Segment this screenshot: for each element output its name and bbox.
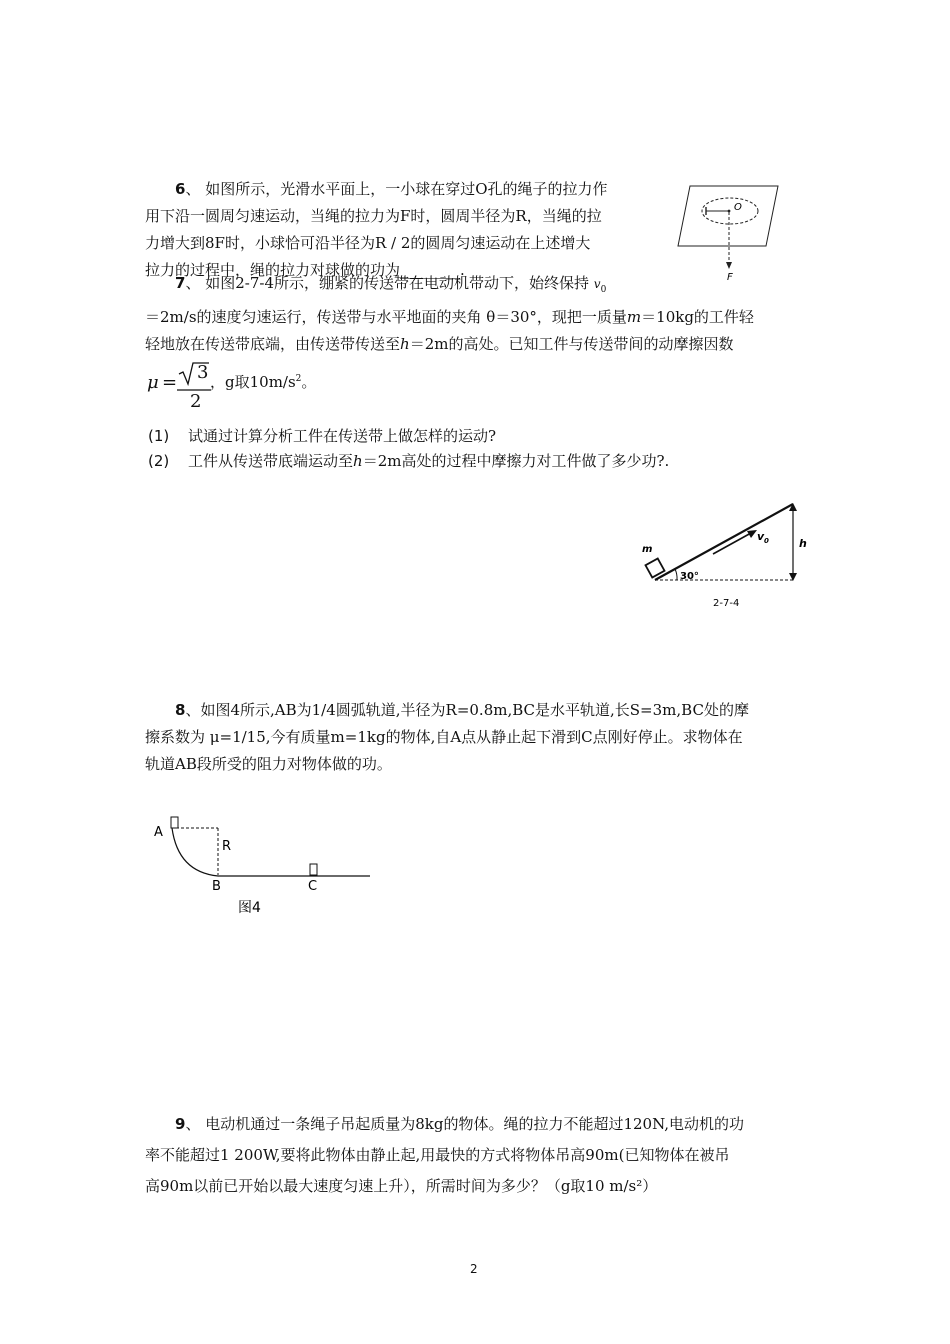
q7-subquestions [148,424,669,474]
q7-figure [625,495,820,613]
q8-line-1 [145,697,749,724]
q7-var-v-sub: 0 [600,285,607,295]
q7-caption: 2-7-4 [713,598,740,609]
q7-height-arrowhead-top [789,503,797,511]
q7-den: 2 [190,391,202,412]
q8-text [145,697,749,778]
q6-force-arrow [726,262,732,269]
q7-sub-2-var-h: h [353,452,363,470]
q6-line-3: 力增大到8F时，小球恰可沿半径为R / 2的圆周匀速运动在上述增大 [145,234,591,252]
q6-line-4: 拉力的过程中，绳的拉力对球做的功为________. [145,261,465,279]
q7-sqrt-num: 3 [197,362,209,383]
q7-velocity-arrow [713,533,751,554]
q8-line-3: 轨道AB段所受的阻力对物体做的功。 [145,755,392,773]
q8-block-c [310,864,317,875]
q9-number: 9 [175,1115,186,1133]
q7-text [145,270,754,358]
q6-label-f: F [727,272,733,283]
q6-plane [678,186,778,246]
q6-label-o: O [734,202,742,213]
q7-var-v: v [593,277,601,291]
q7-label-v-sub: 0 [764,537,769,545]
q8-block-a [171,817,178,828]
q7-angle-arc [675,569,677,580]
q7-sub-1 [148,424,669,449]
q8-label-r: R [222,839,232,854]
q7-g-note [210,366,316,396]
q8-line-1-text: 如图4所示,AB为1/4圆弧轨道,半径为R=0.8m,BC是水平轨道,长S=3m,BC处的摩 [200,701,749,719]
q9-text [145,1109,744,1202]
page-number: 2 [470,1262,478,1276]
q7-line-2-end: ＝10kg的工件轻 [641,308,754,326]
q8-sep: 、 [185,701,201,719]
q7-sub-1-text: 试通过计算分析工件在传送带上做怎样的运动? [188,427,497,445]
q8-label-c: C [308,879,318,894]
q6-line-1-text: 如图所示，光滑水平面上，一小球在穿过O孔的绳子的拉力作 [205,180,608,198]
q7-g-end: 。 [301,373,317,391]
q7-sub-2-text-b: ＝2m高处的过程中摩擦力对工件做了多少功?. [362,452,670,470]
q7-label-h: h [799,537,807,550]
q7-mu: μ [147,372,159,393]
q7-var-h: h [400,335,410,353]
q9-line-1 [145,1109,744,1140]
q7-line-1-text: 如图2-7-4所示，绷紧的传送带在电动机带动下，始终保持 [205,274,590,292]
q9-line-3: 高90m以前已开始以最大速度匀速上升），所需时间为多少？（g取10 m/s²） [145,1177,658,1195]
q6-number: 6 [175,180,186,198]
q6-text [145,176,608,284]
q7-number: 7 [175,274,186,292]
q8-line-2: 擦系数为 μ=1/15,今有质量m=1kg的物体,自A点从静止起下滑到C点刚好停止。求物体在 [145,728,743,746]
q7-label-v: v [757,530,765,543]
q6-sep: 、 [185,180,201,198]
q6-line-1 [145,176,608,203]
q7-sub-2 [148,449,669,474]
q7-eq: = [162,372,178,393]
q7-line-3-a: 轻地放在传送带底端，由传送带传送至 [145,335,401,353]
q7-var-m: m [626,308,642,326]
q7-line-1 [145,270,754,304]
q8-label-b: B [212,879,221,894]
q6-hole [728,210,731,213]
q7-label-m: m [642,544,653,555]
q6-line-2: 用下沿一圆周匀速运动，当绳的拉力为F时，圆周半径为R，当绳的拉 [145,207,602,225]
q8-number: 8 [175,701,186,719]
q7-sub-2-text-a: 工件从传送带底端运动至 [188,452,354,470]
q7-line-2-text: ＝2m/s的速度匀速运行，传送带与水平地面的夹角 θ＝30°，现把一质量 [145,308,627,326]
q7-block [645,558,664,577]
q7-line-3 [145,331,754,358]
q9-line-2: 率不能超过1 200W,要将此物体由静止起,用最快的方式将物体吊高90m(已知物体在被吊 [145,1146,730,1164]
q7-line-2 [145,304,754,331]
q8-caption: 图4 [238,900,261,916]
q7-g-sup: 2 [295,374,302,384]
q7-g-text: ，g取10m/s [210,373,296,391]
q7-label-angle: 30° [680,571,699,582]
q7-sub-2-label: (2) [148,452,170,470]
q8-label-a: A [154,825,163,840]
q7-belt [655,504,793,580]
q8-arc-ab [172,828,218,876]
q9-line-1-text: 电动机通过一条绳子吊起质量为8kg的物体。绳的拉力不能超过120N,电动机的功 [205,1115,745,1133]
q9-sep: 、 [185,1115,201,1133]
q7-sub-1-label: (1) [148,427,170,445]
q8-figure [150,812,380,920]
q7-line-3-b: ＝2m的高处。已知工件与传送带间的动摩擦因数 [409,335,734,353]
q7-sep: 、 [185,274,201,292]
